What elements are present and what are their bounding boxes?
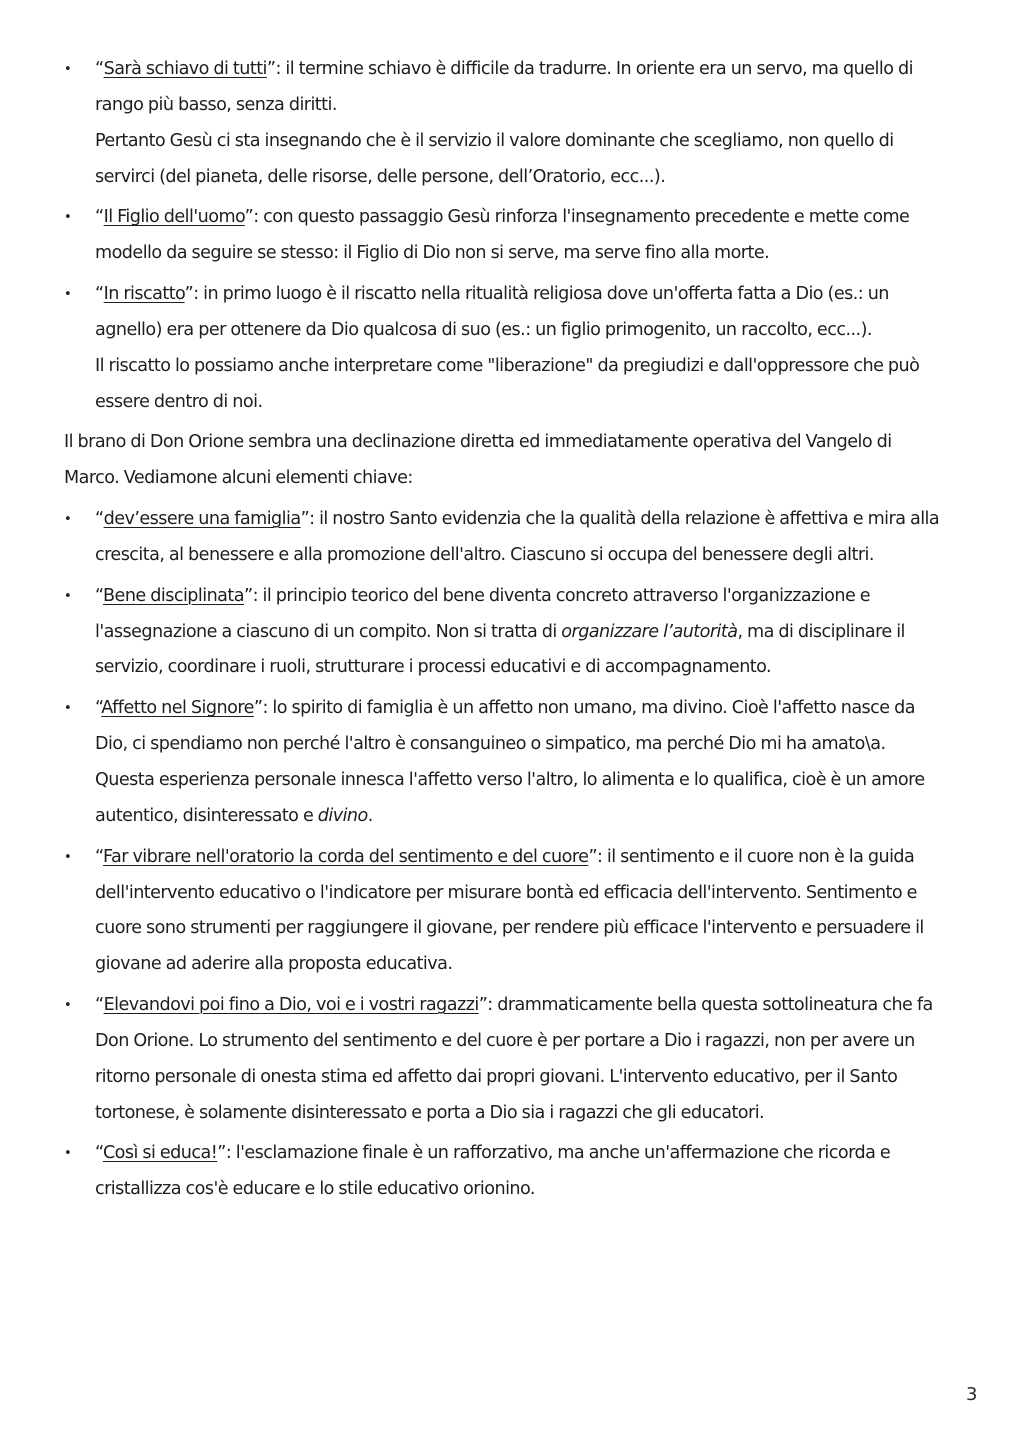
list-item-elevandovi [64,988,944,1132]
list-item-affetto [64,691,944,835]
bullet-icon: • [64,512,72,528]
list-item-text: : il nostro Santo evidenzia che la qualità della relazione è affettiva e mira alla crescita, al benessere e alla promozione dell'altro. Ciascuno si occupa del benessere degli altri. [95,509,940,565]
quoted-term: Bene disciplinata [103,585,244,606]
quoted-term: Far vibrare nell'oratorio la corda del sentimento e del cuore [103,846,589,867]
list-item-text: : l'esclamazione finale è un rafforzativo, ma anche un'affermazione che ricorda e cristallizza cos'è educare e lo stile educativo orionino. [95,1143,891,1200]
list-item-line: “Così si educa!”: l'esclamazione finale è un rafforzativo, ma anche un'affermazione che ricorda e cristallizza cos'è educare e lo stile educativo orionino. [95,1143,891,1200]
list-item-line: “dev’essere una famiglia”: il nostro Santo evidenzia che la qualità della relazione è affettiva e mira alla crescita, al benessere e alla promozione dell'altro. Ciascuno si occupa del benessere degli altri. [95,509,940,565]
quoted-term: Il Figlio dell'uomo [103,207,245,228]
list-item-figlio-uomo [64,200,944,272]
bullet-icon: • [64,849,72,865]
list-item-text: : il termine schiavo è difficile da tradurre. In oriente era un servo, ma quello di rango più basso, senza diritti. [95,59,913,115]
quoted-term: Elevandovi poi fino a Dio, voi e i vostri ragazzi [103,995,479,1016]
bullet-icon: • [64,210,72,226]
list-item-line: “Elevandovi poi fino a Dio, voi e i vostri ragazzi”: drammaticamente bella questa sottolineatura che fa Don Orione. Lo strumento del sentimento e del cuore è per portare a Dio i ragazzi, non per avere un ritorno personale di onesta stima ed affetto dai propri giovani. L'intervento educativo, per il Santo tortonese, è solamente disinteressato e porta a Dio sia i ragazzi che gli educatori. [95,995,933,1123]
list-item-far-vibrare [64,840,944,984]
list-item-text: : drammaticamente bella questa sottolineatura che fa Don Orione. Lo strumento del sentimento e del cuore è per portare a Dio i ragazzi, non per avere un ritorno personale di onesta stima ed affetto dai propri giovani. L'intervento educativo, per il Santo tortonese, è solamente disinteressato e porta a Dio sia i ragazzi che gli educatori. [95,995,933,1123]
list-item-line: “Bene disciplinata”: il principio teorico del bene diventa concreto attraverso l'organizzazione e l'assegnazione a ciascuno di un compito. Non si tratta di organizzare l’autorità, ma di disciplinare il servizio, coordinare i ruoli, strutturare i processi educativi e di accompagnamento. [95,585,905,678]
list-item-famiglia [64,502,944,574]
quoted-term: Affetto nel Signore [101,698,254,719]
list-item-line: “Affetto nel Signore”: lo spirito di famiglia è un affetto non umano, ma divino. Cioè l'affetto nasce da Dio, ci spendiamo non perché l'altro è consanguineo o simpatico, ma perché Dio mi ha amato\a. Questa esperienza personale innesca l'affetto verso l'altro, lo alimenta e lo qualifica, cioè è un amore autentico, disinteressato e divino. [95,698,925,826]
list-item-bene-disciplinata [64,579,944,687]
list-item-cosi-si-educa [64,1136,944,1208]
document-body [64,52,944,1213]
list-item-in-riscatto [64,277,944,421]
list-item-text-end: . [367,805,373,826]
list-item-text: : in primo luogo è il riscatto nella ritualità religiosa dove un'offerta fatta a Dio (es.: un agnello) era per ottenere da Dio qualcosa di suo (es.: un figlio primogenito, un raccolto, ecc...). [95,284,889,340]
quoted-term: In riscatto [103,284,185,305]
intro-paragraph: Il brano di Don Orione sembra una declinazione diretta ed immediatamente operativa del Vangelo di Marco. Vediamone alcuni elementi chiave: [64,432,892,489]
bullet-icon: • [64,1146,72,1162]
bullet-icon: • [64,62,72,77]
quoted-term: Così si educa! [102,1143,218,1164]
italic-phrase: divino [317,805,368,826]
quoted-term: Sarà schiavo di tutti [103,59,267,79]
quoted-term: dev’essere una famiglia [103,509,301,530]
list-item-text: : con questo passaggio Gesù rinforza l'insegnamento precedente e mette come modello da seguire se stesso: il Figlio di Dio non si serve, ma serve fino alla morte. [95,207,910,264]
list-item-text: : lo spirito di famiglia è un affetto non umano, ma divino. Cioè l'affetto nasce da Dio, ci spendiamo non perché l'altro è consanguineo o simpatico, ma perché Dio mi ha amato\a. Questa esperienza personale innesca l'affetto verso l'altro, lo alimenta e lo qualifica, cioè è un amore autentico, disinteressato e [95,698,925,826]
list-item-line: “In riscatto”: in primo luogo è il riscatto nella ritualità religiosa dove un'offerta fatta a Dio (es.: un agnello) era per ottenere da Dio qualcosa di suo (es.: un figlio primogenito, un raccolto, ecc...). [95,284,889,340]
list-item-line: “Far vibrare nell'oratorio la corda del sentimento e del cuore”: il sentimento e il cuore non è la guida dell'intervento educativo o l'indicatore per misurare bontà ed efficacia dell'intervento. Sentimento e cuore sono strumenti per raggiungere il giovane, per rendere più efficace l'intervento e persuadere il giovane ad aderire alla proposta educativa. [95,846,924,975]
bullet-icon: • [64,701,72,717]
list-item-line: “Il Figlio dell'uomo”: con questo passaggio Gesù rinforza l'insegnamento precedente e mette come modello da seguire se stesso: il Figlio di Dio non si serve, ma serve fino alla morte. [95,207,910,264]
list-item-text-end: , ma di disciplinare il servizio, coordinare i ruoli, strutturare i processi educativi e di accompagnamento. [95,621,905,678]
list-item-continuation: Pertanto Gesù ci sta insegnando che è il servizio il valore dominante che scegliamo, non quello di servirci (del pianeta, delle risorse, delle persone, dell’Oratorio, ecc...). [95,130,894,187]
bullet-icon: • [64,588,72,604]
list-item-line: “Sarà schiavo di tutti”: il termine schiavo è difficile da tradurre. In oriente era un servo, ma quello di rango più basso, senza diritti. [95,59,913,115]
bullet-icon: • [64,287,72,303]
list-item-text: : il principio teorico del bene diventa concreto attraverso l'organizzazione e l'assegnazione a ciascuno di un compito. Non si tratta di [95,585,871,642]
list-item-sara-schiavo [64,52,944,196]
italic-phrase: organizzare l’autorità [561,621,738,642]
list-item-text: : il sentimento e il cuore non è la guida dell'intervento educativo o l'indicatore per misurare bontà ed efficacia dell'intervento. Sentimento e cuore sono strumenti per raggiungere il giovane, per rendere più efficace l'intervento e persuadere il giovane ad aderire alla proposta educativa. [95,846,924,975]
bullet-icon: • [64,998,72,1014]
page-number: 3 [966,1384,978,1405]
list-item-continuation: Il riscatto lo possiamo anche interpretare come "liberazione" da pregiudizi e dall'oppressore che può essere dentro di noi. [95,355,920,412]
